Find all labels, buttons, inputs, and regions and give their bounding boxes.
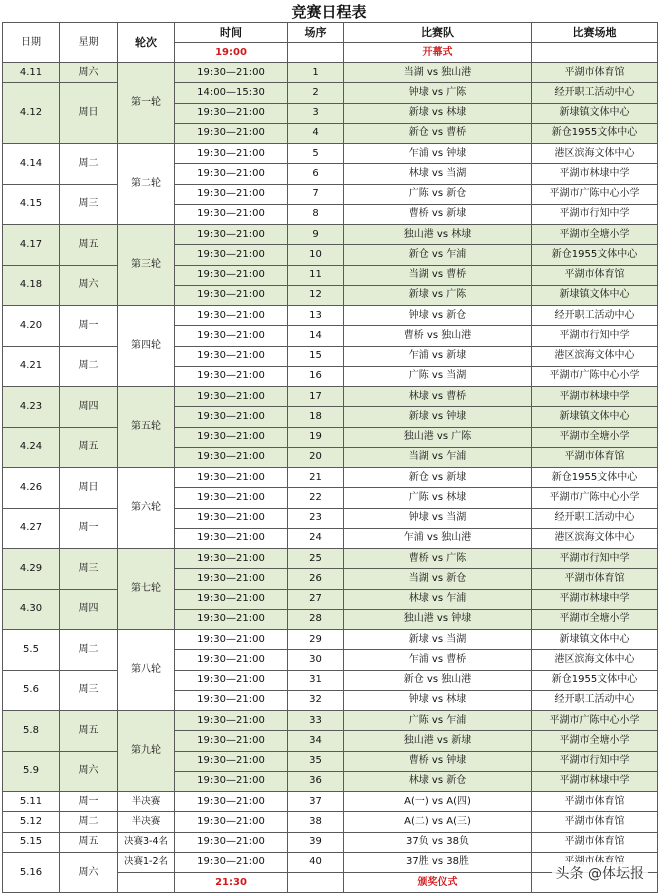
match-no: 26 (288, 569, 344, 589)
weekday-cell: 周三 (60, 670, 118, 711)
match-teams: 新埭 vs 广陈 (344, 285, 532, 305)
match-venue: 平湖市行知中学 (532, 751, 658, 771)
match-time: 19:30—21:00 (175, 346, 288, 366)
match-venue: 平湖市行知中学 (532, 204, 658, 224)
date-cell: 5.16 (3, 852, 60, 893)
match-no: 20 (288, 447, 344, 467)
match-venue: 新仓1955文体中心 (532, 670, 658, 690)
match-no: 6 (288, 164, 344, 184)
date-cell: 4.29 (3, 549, 60, 590)
date-cell: 4.12 (3, 83, 60, 144)
match-no: 19 (288, 427, 344, 447)
match-no: 14 (288, 326, 344, 346)
match-time: 19:30—21:00 (175, 488, 288, 508)
match-teams: 林埭 vs 新仓 (344, 771, 532, 791)
date-cell: 5.5 (3, 630, 60, 671)
round-cell: 第四轮 (118, 306, 175, 387)
match-venue: 平湖市林埭中学 (532, 771, 658, 791)
opening-blank (288, 43, 344, 63)
match-time: 19:30—21:00 (175, 387, 288, 407)
match-no: 22 (288, 488, 344, 508)
header-venue: 比赛场地 (532, 23, 658, 43)
match-no: 21 (288, 468, 344, 488)
match-no: 40 (288, 852, 344, 872)
match-no: 36 (288, 771, 344, 791)
match-venue: 港区滨海文体中心 (532, 650, 658, 670)
match-no: 25 (288, 549, 344, 569)
match-teams: 钟埭 vs 林埭 (344, 690, 532, 710)
match-time: 19:30—21:00 (175, 326, 288, 346)
match-no: 5 (288, 144, 344, 164)
table-row (3, 306, 658, 326)
match-venue: 平湖市行知中学 (532, 549, 658, 569)
match-time: 19:30—21:00 (175, 306, 288, 326)
match-venue: 平湖市全塘小学 (532, 731, 658, 751)
table-row (3, 265, 658, 285)
match-venue: 新埭镇文体中心 (532, 103, 658, 123)
match-teams: 乍浦 vs 新埭 (344, 346, 532, 366)
round-cell: 第五轮 (118, 387, 175, 468)
date-cell: 4.21 (3, 346, 60, 387)
match-time: 19:30—21:00 (175, 609, 288, 629)
match-time: 19:30—21:00 (175, 711, 288, 731)
match-no: 23 (288, 508, 344, 528)
match-no: 17 (288, 387, 344, 407)
match-time: 19:30—21:00 (175, 771, 288, 791)
stage-cell: 决赛1-2名 (118, 852, 175, 872)
header-weekday: 星期 (60, 23, 118, 63)
weekday-cell: 周五 (60, 832, 118, 852)
match-venue: 新埭镇文体中心 (532, 285, 658, 305)
match-venue: 平湖市广陈中心小学 (532, 488, 658, 508)
weekday-cell: 周六 (60, 852, 118, 893)
match-time: 19:30—21:00 (175, 164, 288, 184)
date-cell: 5.11 (3, 792, 60, 812)
match-time: 19:30—21:00 (175, 184, 288, 204)
match-teams: 独山港 vs 林埭 (344, 225, 532, 245)
match-time: 19:30—21:00 (175, 528, 288, 548)
match-teams: 当湖 vs 独山港 (344, 63, 532, 83)
match-time: 19:30—21:00 (175, 812, 288, 832)
match-teams: 广陈 vs 乍浦 (344, 711, 532, 731)
match-no: 12 (288, 285, 344, 305)
stage-cell: 半决赛 (118, 812, 175, 832)
match-time: 19:30—21:00 (175, 589, 288, 609)
match-time: 14:00—15:30 (175, 83, 288, 103)
table-row (3, 630, 658, 650)
match-venue: 平湖市体育馆 (532, 792, 658, 812)
match-teams: 新仓 vs 乍浦 (344, 245, 532, 265)
match-venue: 平湖市全塘小学 (532, 427, 658, 447)
match-teams: 钟埭 vs 新仓 (344, 306, 532, 326)
table-row (3, 83, 658, 103)
match-time: 19:30—21:00 (175, 204, 288, 224)
round-cell: 第六轮 (118, 468, 175, 549)
match-venue: 新仓1955文体中心 (532, 123, 658, 143)
table-row (3, 711, 658, 731)
match-teams: A(二) vs A(三) (344, 812, 532, 832)
weekday-cell: 周一 (60, 306, 118, 347)
closing-no-blank (288, 873, 344, 893)
match-venue: 平湖市广陈中心小学 (532, 184, 658, 204)
match-no: 11 (288, 265, 344, 285)
match-teams: 独山港 vs 广陈 (344, 427, 532, 447)
weekday-cell: 周一 (60, 792, 118, 812)
match-teams: 独山港 vs 新埭 (344, 731, 532, 751)
weekday-cell: 周四 (60, 387, 118, 428)
weekday-cell: 周六 (60, 265, 118, 306)
round-cell: 第七轮 (118, 549, 175, 630)
match-no: 9 (288, 225, 344, 245)
match-no: 39 (288, 832, 344, 852)
match-teams: 林埭 vs 乍浦 (344, 589, 532, 609)
match-venue: 港区滨海文体中心 (532, 144, 658, 164)
match-teams: 新仓 vs 独山港 (344, 670, 532, 690)
match-venue: 新埭镇文体中心 (532, 630, 658, 650)
weekday-cell: 周五 (60, 711, 118, 752)
match-no: 3 (288, 103, 344, 123)
match-teams: 当湖 vs 曹桥 (344, 265, 532, 285)
table-row (3, 63, 658, 83)
match-time: 19:30—21:00 (175, 549, 288, 569)
table-row (3, 832, 658, 852)
round-cell: 第一轮 (118, 63, 175, 144)
match-venue: 平湖市全塘小学 (532, 609, 658, 629)
match-time: 19:30—21:00 (175, 407, 288, 427)
match-venue: 平湖市林埭中学 (532, 387, 658, 407)
match-teams: 林埭 vs 当湖 (344, 164, 532, 184)
match-no: 16 (288, 366, 344, 386)
match-no: 30 (288, 650, 344, 670)
round-cell: 第八轮 (118, 630, 175, 711)
opening-venue-blank (532, 43, 658, 63)
weekday-cell: 周二 (60, 812, 118, 832)
match-no: 38 (288, 812, 344, 832)
date-cell: 4.20 (3, 306, 60, 347)
weekday-cell: 周日 (60, 83, 118, 144)
match-no: 27 (288, 589, 344, 609)
match-time: 19:30—21:00 (175, 832, 288, 852)
match-venue: 港区滨海文体中心 (532, 346, 658, 366)
table-row (3, 427, 658, 447)
match-teams: 钟埭 vs 当湖 (344, 508, 532, 528)
match-time: 19:30—21:00 (175, 650, 288, 670)
closing-time: 21:30 (175, 873, 288, 893)
opening-time: 19:00 (175, 43, 288, 63)
date-cell: 4.14 (3, 144, 60, 185)
match-teams: 37负 vs 38负 (344, 832, 532, 852)
weekday-cell: 周五 (60, 427, 118, 468)
weekday-cell: 周四 (60, 589, 118, 630)
match-time: 19:30—21:00 (175, 103, 288, 123)
match-no: 32 (288, 690, 344, 710)
weekday-cell: 周六 (60, 751, 118, 792)
match-venue: 平湖市林埭中学 (532, 589, 658, 609)
date-cell: 4.24 (3, 427, 60, 468)
date-cell: 4.11 (3, 63, 60, 83)
match-venue: 平湖市广陈中心小学 (532, 711, 658, 731)
round-cell: 第三轮 (118, 225, 175, 306)
match-teams: 新埭 vs 当湖 (344, 630, 532, 650)
match-venue: 平湖市体育馆 (532, 265, 658, 285)
match-no: 7 (288, 184, 344, 204)
opening-label: 开幕式 (344, 43, 532, 63)
match-venue: 港区滨海文体中心 (532, 528, 658, 548)
match-no: 1 (288, 63, 344, 83)
header-date: 日期 (3, 23, 60, 63)
match-teams: A(一) vs A(四) (344, 792, 532, 812)
match-venue: 经开职工活动中心 (532, 83, 658, 103)
match-time: 19:30—21:00 (175, 123, 288, 143)
date-cell: 5.12 (3, 812, 60, 832)
match-time: 19:30—21:00 (175, 285, 288, 305)
match-no: 28 (288, 609, 344, 629)
match-time: 19:30—21:00 (175, 751, 288, 771)
match-no: 4 (288, 123, 344, 143)
match-time: 19:30—21:00 (175, 852, 288, 872)
header-time: 时间 (175, 23, 288, 43)
weekday-cell: 周二 (60, 144, 118, 185)
date-cell: 4.15 (3, 184, 60, 225)
match-teams: 独山港 vs 钟埭 (344, 609, 532, 629)
weekday-cell: 周二 (60, 346, 118, 387)
match-no: 18 (288, 407, 344, 427)
table-row (3, 549, 658, 569)
match-no: 10 (288, 245, 344, 265)
match-teams: 曹桥 vs 新埭 (344, 204, 532, 224)
match-venue: 新仓1955文体中心 (532, 245, 658, 265)
page-title: 竞赛日程表 (291, 3, 367, 21)
match-venue: 平湖市体育馆 (532, 832, 658, 852)
table-row (3, 144, 658, 164)
weekday-cell: 周三 (60, 184, 118, 225)
match-teams: 曹桥 vs 钟埭 (344, 751, 532, 771)
match-teams: 林埭 vs 曹桥 (344, 387, 532, 407)
match-teams: 乍浦 vs 曹桥 (344, 650, 532, 670)
match-time: 19:30—21:00 (175, 630, 288, 650)
date-cell: 5.9 (3, 751, 60, 792)
match-teams: 钟埭 vs 广陈 (344, 83, 532, 103)
match-no: 31 (288, 670, 344, 690)
match-teams: 广陈 vs 新仓 (344, 184, 532, 204)
match-time: 19:30—21:00 (175, 690, 288, 710)
match-teams: 当湖 vs 乍浦 (344, 447, 532, 467)
date-cell: 4.30 (3, 589, 60, 630)
date-cell: 5.8 (3, 711, 60, 752)
match-time: 19:30—21:00 (175, 265, 288, 285)
match-teams: 广陈 vs 林埭 (344, 488, 532, 508)
weekday-cell: 周五 (60, 225, 118, 266)
date-cell: 4.27 (3, 508, 60, 549)
match-time: 19:30—21:00 (175, 569, 288, 589)
match-venue: 经开职工活动中心 (532, 690, 658, 710)
weekday-cell: 周日 (60, 468, 118, 509)
match-teams: 曹桥 vs 广陈 (344, 549, 532, 569)
match-no: 29 (288, 630, 344, 650)
header-round: 轮次 (118, 23, 175, 63)
match-time: 19:30—21:00 (175, 427, 288, 447)
match-time: 19:30—21:00 (175, 144, 288, 164)
match-venue: 平湖市体育馆 (532, 812, 658, 832)
schedule-table (2, 22, 658, 893)
date-cell: 4.17 (3, 225, 60, 266)
match-venue: 平湖市体育馆 (532, 63, 658, 83)
match-no: 15 (288, 346, 344, 366)
match-no: 34 (288, 731, 344, 751)
match-venue: 经开职工活动中心 (532, 306, 658, 326)
table-row (3, 670, 658, 690)
table-row (3, 508, 658, 528)
match-no: 13 (288, 306, 344, 326)
round-cell: 第九轮 (118, 711, 175, 792)
match-venue: 平湖市全塘小学 (532, 225, 658, 245)
watermark: 头条 @体坛报 (552, 862, 648, 884)
match-teams: 曹桥 vs 独山港 (344, 326, 532, 346)
match-no: 37 (288, 792, 344, 812)
closing-round-blank (118, 873, 175, 893)
match-teams: 新仓 vs 新埭 (344, 468, 532, 488)
match-no: 24 (288, 528, 344, 548)
match-time: 19:30—21:00 (175, 468, 288, 488)
match-time: 19:30—21:00 (175, 508, 288, 528)
stage-cell: 半决赛 (118, 792, 175, 812)
match-venue: 平湖市行知中学 (532, 326, 658, 346)
match-time: 19:30—21:00 (175, 225, 288, 245)
match-teams: 广陈 vs 当湖 (344, 366, 532, 386)
match-time: 19:30—21:00 (175, 447, 288, 467)
match-no: 35 (288, 751, 344, 771)
table-row (3, 184, 658, 204)
match-time: 19:30—21:00 (175, 731, 288, 751)
match-no: 2 (288, 83, 344, 103)
weekday-cell: 周二 (60, 630, 118, 671)
match-venue: 平湖市体育馆 (532, 569, 658, 589)
date-cell: 5.6 (3, 670, 60, 711)
match-time: 19:30—21:00 (175, 670, 288, 690)
match-teams: 新埭 vs 林埭 (344, 103, 532, 123)
match-venue: 新仓1955文体中心 (532, 468, 658, 488)
match-venue: 平湖市广陈中心小学 (532, 366, 658, 386)
table-row (3, 589, 658, 609)
match-venue: 经开职工活动中心 (532, 508, 658, 528)
match-venue: 平湖市林埭中学 (532, 164, 658, 184)
match-teams: 新仓 vs 曹桥 (344, 123, 532, 143)
match-time: 19:30—21:00 (175, 245, 288, 265)
header-teams: 比赛队 (344, 23, 532, 43)
table-row (3, 812, 658, 832)
table-row (3, 346, 658, 366)
table-row (3, 751, 658, 771)
table-row (3, 792, 658, 812)
table-row (3, 468, 658, 488)
date-cell: 5.15 (3, 832, 60, 852)
weekday-cell: 周三 (60, 549, 118, 590)
match-no: 8 (288, 204, 344, 224)
match-teams: 新埭 vs 钟埭 (344, 407, 532, 427)
match-time: 19:30—21:00 (175, 366, 288, 386)
match-time: 19:30—21:00 (175, 792, 288, 812)
date-cell: 4.18 (3, 265, 60, 306)
match-no: 33 (288, 711, 344, 731)
date-cell: 4.26 (3, 468, 60, 509)
match-teams: 37胜 vs 38胜 (344, 852, 532, 872)
closing-label: 颁奖仪式 (344, 873, 532, 893)
match-teams: 当湖 vs 新仓 (344, 569, 532, 589)
round-cell: 第二轮 (118, 144, 175, 225)
weekday-cell: 周一 (60, 508, 118, 549)
header-match-no: 场序 (288, 23, 344, 43)
match-time: 19:30—21:00 (175, 63, 288, 83)
stage-cell: 决赛3-4名 (118, 832, 175, 852)
match-venue: 平湖市体育馆 (532, 447, 658, 467)
weekday-cell: 周六 (60, 63, 118, 83)
table-row (3, 225, 658, 245)
date-cell: 4.23 (3, 387, 60, 428)
table-row (3, 387, 658, 407)
match-teams: 乍浦 vs 钟埭 (344, 144, 532, 164)
match-teams: 乍浦 vs 独山港 (344, 528, 532, 548)
match-venue: 新埭镇文体中心 (532, 407, 658, 427)
